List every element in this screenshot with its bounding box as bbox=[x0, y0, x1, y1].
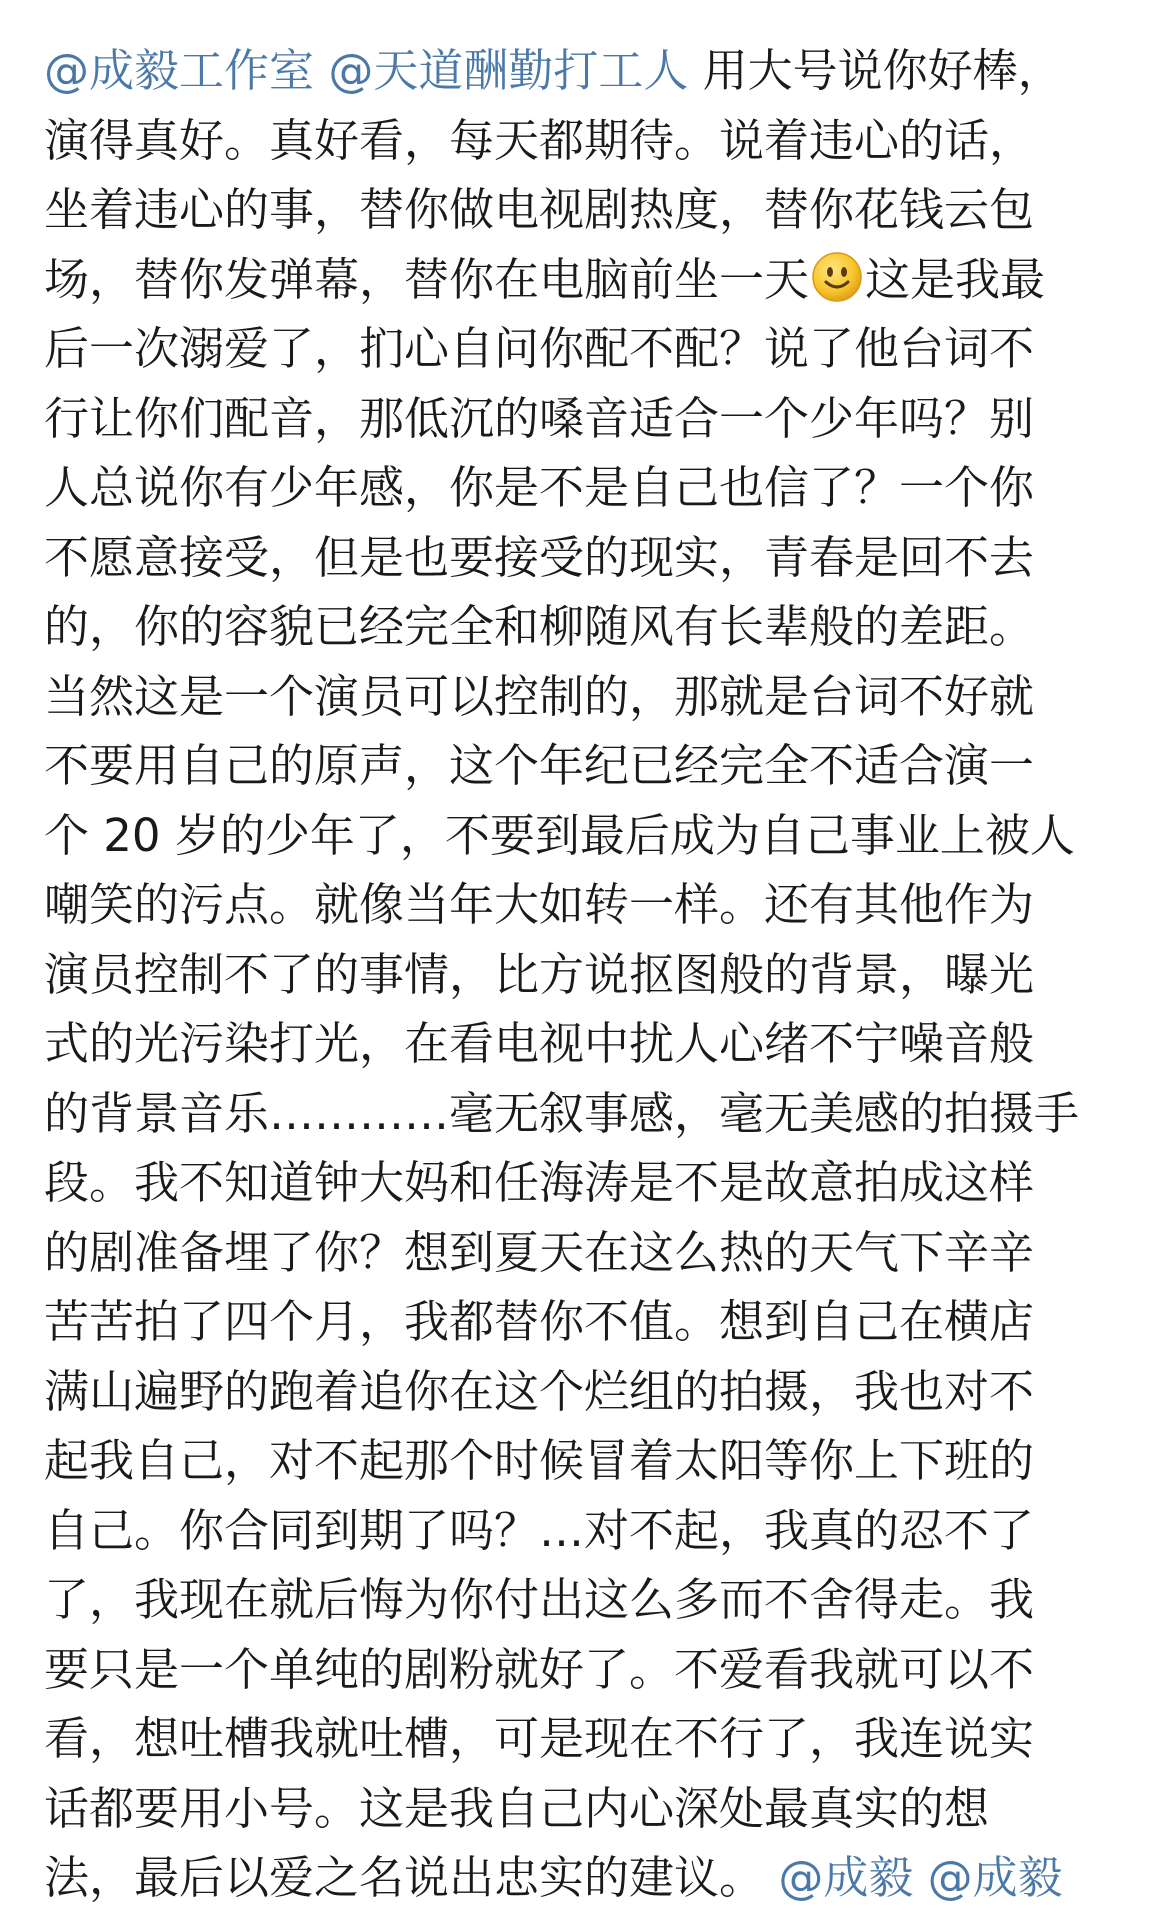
text-line: 嘲笑的污点。就像当年大如转一样。还有其他作为 bbox=[44, 878, 1035, 931]
text-line: 要只是一个单纯的剧粉就好了。不爱看我就可以不 bbox=[44, 1642, 1035, 1696]
mention-link-tail-2[interactable]: @成毅 bbox=[927, 1851, 1063, 1904]
text-line: 了，我现在就后悔为你付出这么多而不舍得走。我 bbox=[44, 1573, 1035, 1626]
mention-link-studio[interactable]: @成毅工作室 bbox=[44, 44, 315, 97]
text-line: 苦苦拍了四个月，我都替你不值。想到自己在横店 bbox=[44, 1295, 1035, 1348]
text-line bbox=[44, 1843, 1130, 1913]
text-segment: 场，替你发弹幕，替你在电脑前坐一天 bbox=[44, 252, 810, 306]
text-line: 满山遍野的跑着追你在这个烂组的拍摄，我也对不 bbox=[44, 1364, 1035, 1418]
mention-link-worker[interactable]: @天道酬勤打工人 bbox=[328, 44, 689, 97]
text-line: 看，想吐槽我就吐槽，可是现在不行了，我连说实 bbox=[44, 1712, 1035, 1765]
text-line: 当然这是一个演员可以控制的，那就是台词不好就 bbox=[44, 669, 1035, 723]
weibo-post-body bbox=[44, 36, 1130, 1904]
text-segment: 这是我最 bbox=[865, 252, 1046, 306]
text-line: 的剧准备埋了你？想到夏天在这么热的天气下辛辛 bbox=[44, 1225, 1035, 1279]
text-line: 自己。你合同到期了吗？…对不起，我真的忍不了 bbox=[44, 1503, 1035, 1557]
text-line: 演员控制不了的事情，比方说抠图般的背景，曝光 bbox=[44, 947, 1035, 1001]
text-line: 话都要用小号。这是我自己内心深处最真实的想 bbox=[44, 1781, 990, 1835]
text-line: 后一次溺爱了，扪心自问你配不配？说了他台词不 bbox=[44, 322, 1035, 375]
text-line: 起我自己，对不起那个时候冒着太阳等你上下班的 bbox=[44, 1434, 1035, 1487]
smile-emoji-icon bbox=[811, 251, 863, 303]
text-segment: 法，最后以爱之名说出忠实的建议。 bbox=[44, 1851, 765, 1904]
text-line: 不愿意接受，但是也要接受的现实，青春是回不去 bbox=[44, 530, 1035, 584]
text-line bbox=[44, 245, 1130, 315]
text-line: 段。我不知道钟大妈和任海涛是不是故意拍成这样 bbox=[44, 1156, 1035, 1209]
text-line: 个 20 岁的少年了，不要到最后成为自己事业上被人 bbox=[44, 808, 1075, 862]
text-line: 式的光污染打光，在看电视中扰人心绪不宁噪音般 bbox=[44, 1017, 1035, 1070]
text-segment: 用大号说你好棒， bbox=[688, 44, 1063, 97]
text-line: 坐着违心的事，替你做电视剧热度，替你花钱云包 bbox=[44, 183, 1035, 236]
text-line: 的，你的容貌已经完全和柳随风有长辈般的差距。 bbox=[44, 600, 1035, 653]
text-line: 演得真好。真好看，每天都期待。说着违心的话， bbox=[44, 113, 1035, 167]
text-line: 的背景音乐…………毫无叙事感，毫无美感的拍摄手 bbox=[44, 1086, 1080, 1140]
text-line bbox=[44, 36, 1130, 106]
mention-link-tail-1[interactable]: @成毅 bbox=[778, 1851, 914, 1904]
text-line: 不要用自己的原声，这个年纪已经完全不适合演一 bbox=[44, 739, 1035, 792]
text-line: 行让你们配音，那低沉的嗓音适合一个少年吗？别 bbox=[44, 391, 1035, 445]
post-text bbox=[44, 36, 1130, 1913]
text-line: 人总说你有少年感，你是不是自己也信了？一个你 bbox=[44, 461, 1035, 514]
